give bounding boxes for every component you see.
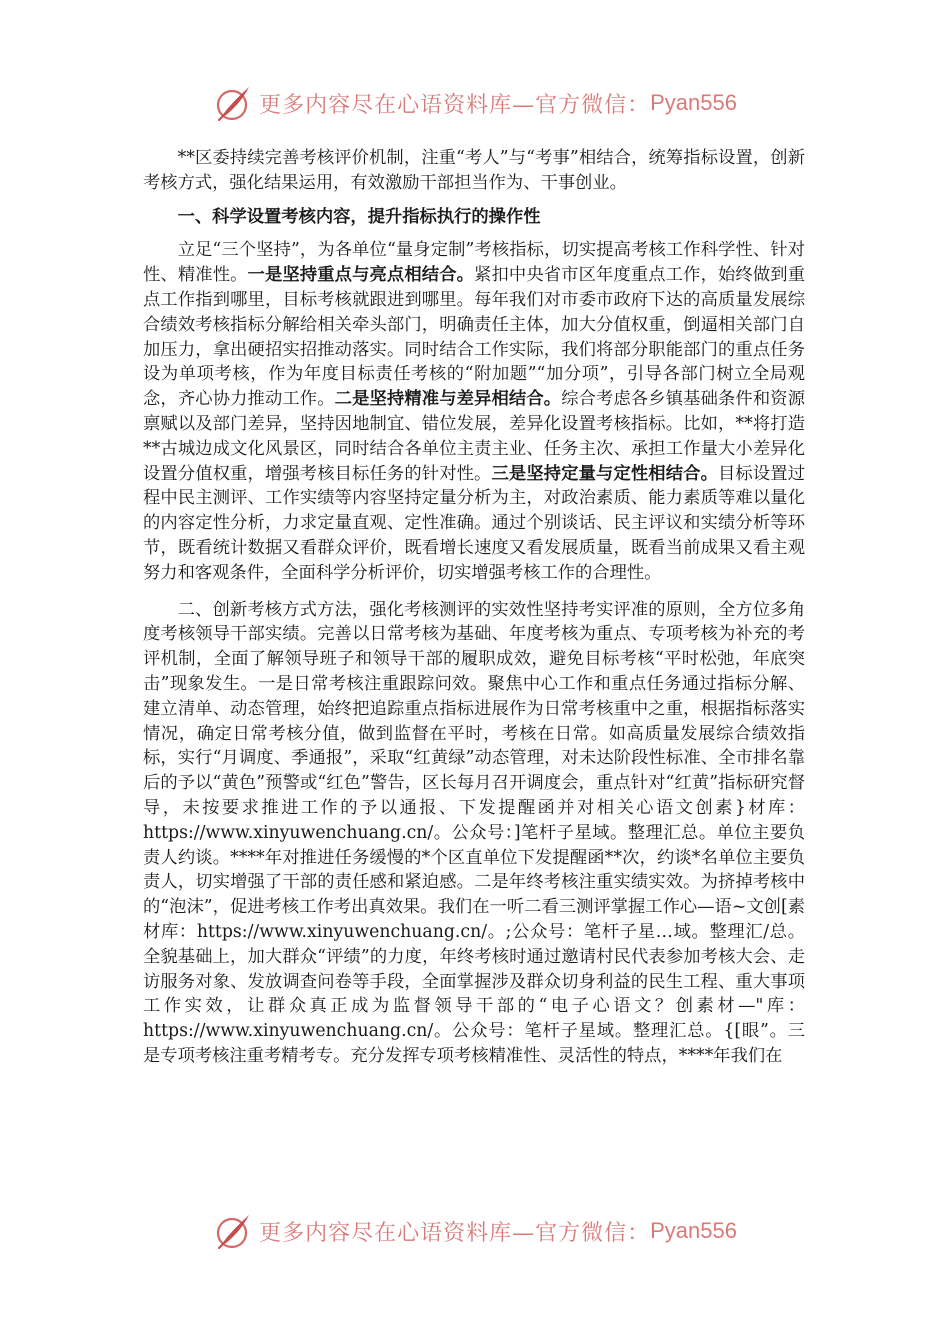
header-banner [0,80,950,126]
point-3-text: 目标设置过程中民主测评、工作实绩等内容坚持定量分析为主，对政治素质、能力素质等难以量化的内容定性分析，力求定量直观、定性准确。通过个别谈话、民主评议和实绩分析等环节，既看统计数据又看群众评价，既看增长速度又看发展质量，既看当前成果又看主观努力和客观条件，全面科学分析评价，切实增强考核工作的合理性。 [143,463,805,583]
wechat-id: Pyan556 [650,1218,737,1243]
footer-banner [0,1208,950,1254]
point-2-text: 综合考虑各乡镇基础条件和资源禀赋以及部门差异，坚持因地制宜、错位发展，差异化设置考核指标。比如，**将打造**古城边成文化风景区，同时结合各单位主责主业、任务主次、承担工作量大小差异化设置分值权重，增强考核目标任务的针对性。 [143,389,805,484]
quill-logo-icon [213,84,253,122]
quill-logo-icon [213,1212,253,1250]
point-2-title: 二是坚持精准与差异相结合。 [334,389,562,410]
banner-text: 更多内容尽在心语资料库—官方微信： [259,92,651,118]
point-1-text: 紧扣中央省市区年度重点工作，始终做到重点工作指到哪里，目标考核就跟进到哪里。每年我们对市委市政府下达的高质量发展综合绩效考核指标分解给相关牵头部门，明确责任主体，加大分值权重，倒逼相关部门自加压力，拿出硬招实招推动落实。同时结合工作实际，我们将部分职能部门的重点任务设为单项考核，作为年度目标责任考核的“附加题”“加分项”，引导各部门树立全局观念，齐心协力推动工作。 [143,265,805,410]
point-1-title: 一是坚持重点与亮点相结合。 [247,265,475,286]
document-body [143,146,805,1069]
section1-paragraph [143,238,805,585]
wechat-id: Pyan556 [650,90,737,115]
banner-text: 更多内容尽在心语资料库—官方微信： [259,1220,651,1246]
point-3-title: 三是坚持定量与定性相结合。 [491,463,718,484]
section2-paragraph: 二、创新考核方式方法，强化考核测评的实效性坚持考实评准的原则，全方位多角度考核领导干部实绩。完善以日常考核为基础、年度考核为重点、专项考核为补充的考评机制，全面了解领导班子和领导干部的履职成效，避免目标考核“平时松弛，年底突击”现象发生。一是日常考核注重跟踪问效。聚焦中心工作和重点任务通过指标分解、建立清单、动态管理，始终把追踪重点指标进展作为日常考核重中之重，根据指标落实情况，确定日常考核分值，做到监督在平时，考核在日常。如高质量发展综合绩效指标，实行“月调度、季通报”，采取“红黄绿”动态管理，对未达阶段性标准、全市排名靠后的予以“黄色”预警或“红色”警告，区长每月召开调度会，重点针对“红黄”指标研究督导，未按要求推进工作的予以通报、下发提醒函并对相关心语文创素}材库：https://www.xinyuwenchuang.cn/。公众号：]笔杆子星域。整理汇总。单位主要负责人约谈。****年对推进任务缓慢的*个区直单位下发提醒函**次，约谈*名单位主要负责人，切实增强了干部的责任感和紧迫感。二是年终考核注重实绩实效。为挤掉考核中的“泡沫”，促进考核工作考出真效果。我们在一听二看三测评掌握工作心—语~文创[素材库：https://www.xinyuwenchuang.cn/。;公众号：笔杆子星…域。整理汇/总。全貌基础上，加大群众“评绩”的力度，年终考核时通过邀请村民代表参加考核大会、走访服务对象、发放调查问卷等手段，全面掌握涉及群众切身利益的民生工程、重大事项工作实效，让群众真正成为监督领导干部的“电子心语文？创素材—"库：https://www.xinyuwenchuang.cn/。公众号：笔杆子星域。整理汇总。{[眼”。三是专项考核注重考精考专。充分发挥专项考核精准性、灵活性的特点，****年我们在 [143,599,805,1066]
section1-lead: 立足“三个坚持”，为各单位“量身定制”考核指标，切实提高考核工作科学性、针对性、精准性。 [143,240,805,286]
section-heading-1: 一、科学设置考核内容，提升指标执行的操作性 [177,206,541,227]
intro-paragraph: **区委持续完善考核评价机制，注重“考人”与“考事”相结合，统筹指标设置，创新考核方式，强化结果运用，有效激励干部担当作为、干事创业。 [143,148,805,193]
